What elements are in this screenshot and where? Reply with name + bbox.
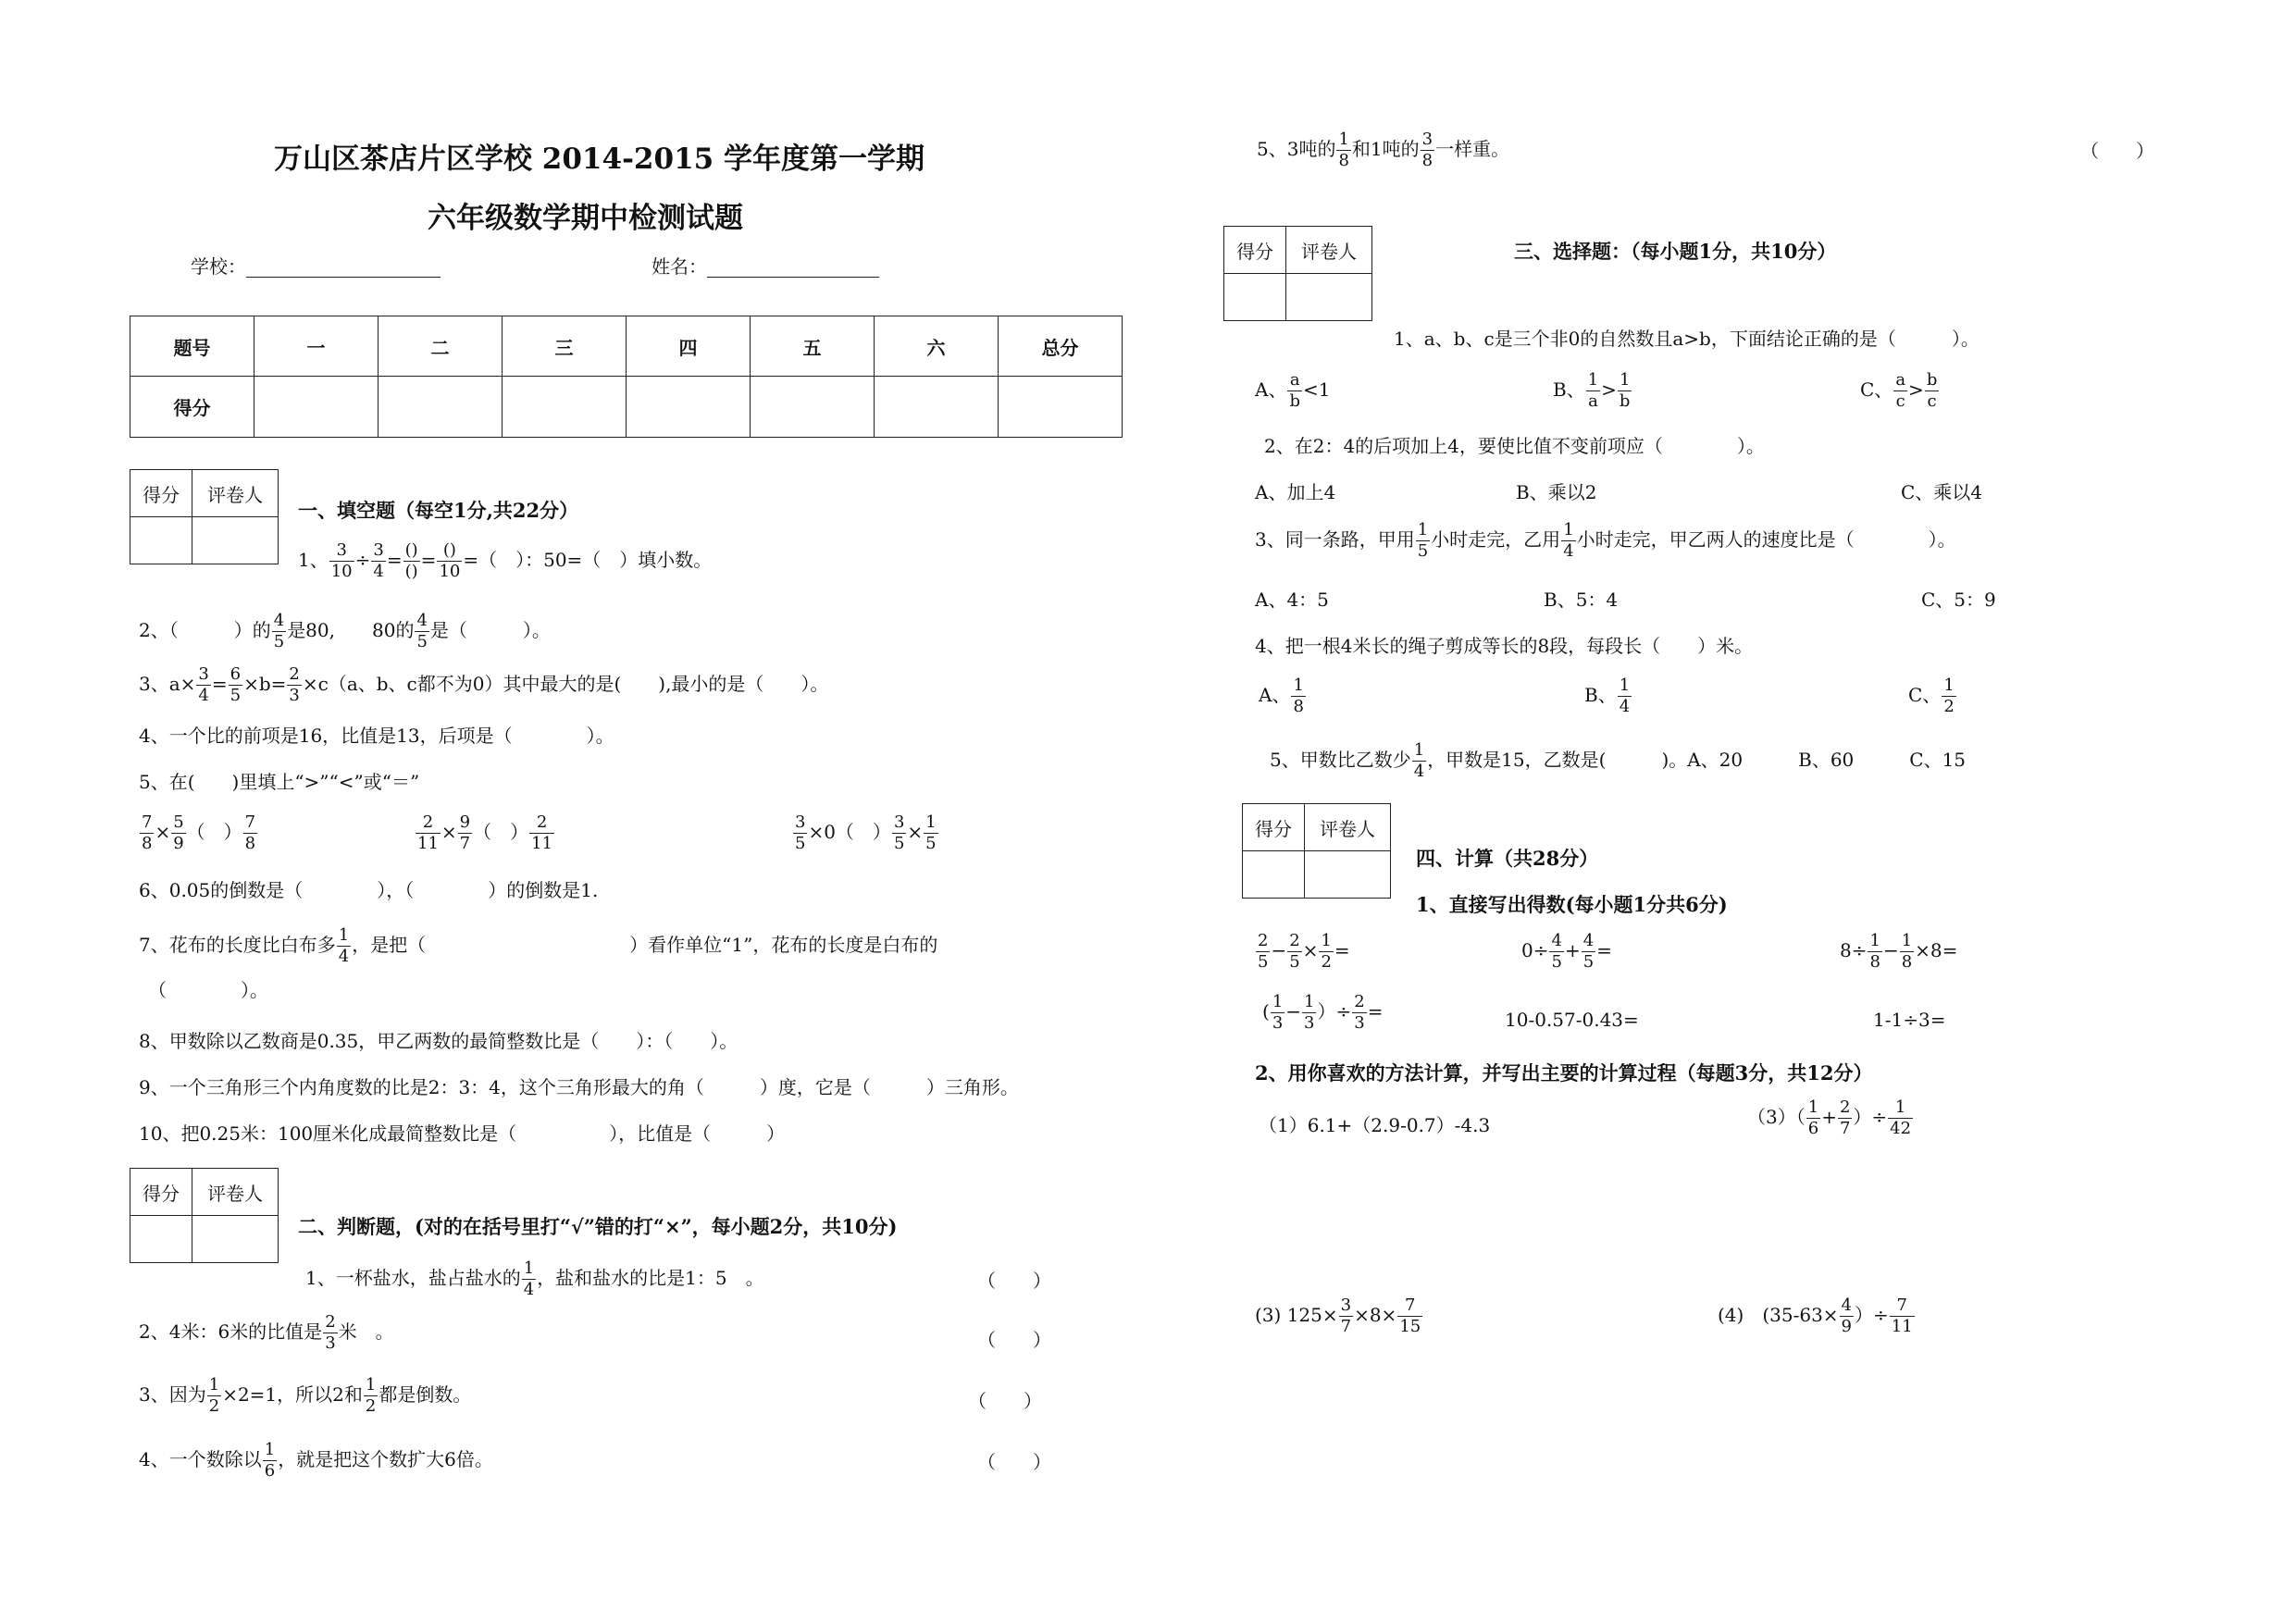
judge-2: 2、4米：6米的比值是 $\frac{2}{3}$ 米 。: [139, 1312, 394, 1353]
choice-2-c[interactable]: C、乘以4: [1901, 481, 1983, 503]
question-1-7-cont: （ ）。: [148, 979, 268, 1001]
score-header: 五: [751, 316, 875, 377]
judge-5-answer[interactable]: （ ）: [2080, 140, 2154, 162]
grader-reviewer-label: 评卷人: [192, 470, 279, 517]
grader-reviewer-cell[interactable]: [1286, 274, 1372, 321]
question-1-1: 1、 $\frac{3}{10}$ ÷ $\frac{3}{4}$ = () () = () 10 =（ ）：50=（ ）填小数。: [298, 540, 713, 581]
school-field: 学校：: [191, 255, 441, 278]
score-table: [130, 316, 1123, 438]
school-blank[interactable]: [246, 256, 441, 278]
grader-box: [130, 1168, 279, 1263]
grader-score-label: 得分: [130, 1169, 192, 1216]
judge-5: 5、3吨的 $\frac{1}{8}$ 和1吨的 $\frac{3}{8}$ 一样重。: [1257, 130, 1510, 170]
name-field: 姓名：: [652, 255, 879, 278]
calc-6: 1-1÷3=: [1873, 1009, 1946, 1031]
grader-score-cell[interactable]: [130, 1216, 192, 1263]
judge-3: 3、因为 $\frac{1}{2}$ ×2=1，所以2和 $\frac{1}{2}$ 都是倒数。: [139, 1375, 472, 1416]
section-3-title: 三、选择题：（每小题1分，共10分）: [1514, 240, 1837, 263]
judge-3-answer[interactable]: （ ）: [968, 1390, 1042, 1412]
question-1-10: 10、把0.25米：100厘米化成最简整数比是（ ），比值是（ ）: [139, 1122, 786, 1145]
section-4-sub2: 2、用你喜欢的方法计算，并写出主要的计算过程（每题3分，共12分）: [1255, 1061, 1873, 1085]
choice-4: 4、把一根4米长的绳子剪成等长的8段，每段长（ ）米。: [1255, 635, 1754, 657]
calc-3: 8÷ $\frac{1}{8}$ − $\frac{1}{8}$ ×8=: [1840, 931, 1958, 972]
score-cell[interactable]: [751, 377, 875, 438]
section-4-title: 四、计算（共28分）: [1416, 847, 1599, 870]
section-4-sub1: 1、直接写出得数(每小题1分共6分): [1416, 893, 1728, 916]
calc-5: 10-0.57-0.43=: [1505, 1009, 1639, 1031]
grader-reviewer-label: 评卷人: [192, 1169, 279, 1216]
grader-score-cell[interactable]: [130, 517, 192, 564]
score-header: 三: [503, 316, 627, 377]
score-header: 二: [379, 316, 503, 377]
choice-3-b[interactable]: B、5：4: [1544, 589, 1619, 611]
judge-2-answer[interactable]: （ ）: [977, 1329, 1051, 1351]
score-header: 四: [627, 316, 751, 377]
calc-1: $\frac{2}{5}$ − $\frac{2}{5}$ × $\frac{1}{2}$ =: [1258, 931, 1350, 972]
grader-reviewer-cell[interactable]: [192, 1216, 279, 1263]
compare-a: $\frac{7}{8}$ × $\frac{5}{9}$ （ ） $\frac{7}{8}$: [142, 812, 256, 853]
judge-4-answer[interactable]: （ ）: [977, 1451, 1051, 1473]
compare-b: $\frac{2}{11}$ × $\frac{9}{7}$ （ ） $\frac{2}{11}$: [417, 812, 553, 853]
judge-1-answer[interactable]: （ ）: [977, 1270, 1051, 1292]
choice-3-a[interactable]: A、4：5: [1255, 589, 1329, 611]
grader-reviewer-cell[interactable]: [192, 517, 279, 564]
choice-1-a[interactable]: A、 $\frac{a}{b}$ <1: [1255, 370, 1331, 411]
grader-score-cell[interactable]: [1243, 851, 1305, 899]
question-1-6: 6、0.05的倒数是（ ），（ ）的倒数是1.: [139, 879, 599, 901]
score-cell[interactable]: [999, 377, 1123, 438]
choice-4-c[interactable]: C、 $\frac{1}{2}$: [1908, 676, 1955, 716]
score-header: 总分: [999, 316, 1123, 377]
choice-2: 2、在2：4的后项加上4，要使比值不变前项应（ ）。: [1264, 435, 1765, 457]
question-1-5: 5、在( )里填上“>”“<”或“＝”: [139, 771, 420, 793]
calc-4: ( $\frac{1}{3}$ − $\frac{1}{3}$ ）÷ $\frac{2}{3}$ =: [1262, 992, 1384, 1033]
problem-1: （1）6.1+（2.9-0.7）-4.3: [1259, 1114, 1491, 1136]
choice-2-b[interactable]: B、乘以2: [1516, 481, 1597, 503]
choice-1: 1、a、b、c是三个非0的自然数且a>b，下面结论正确的是（ ）。: [1394, 328, 1980, 350]
section-2-title: 二、判断题，(对的在括号里打“√”错的打“×”，每小题2分，共10分): [298, 1215, 898, 1238]
judge-1: 1、一杯盐水，盐占盐水的 $\frac{1}{4}$ ，盐和盐水的比是1：5 。: [305, 1258, 764, 1299]
grader-box: [1242, 803, 1391, 899]
question-1-3: 3、a× $\frac{3}{4}$ = $\frac{6}{5}$ ×b= $\frac{2}{3}$ ×c（a、b、c都不为0）其中最大的是( ),最小的是（ ）。: [139, 664, 829, 705]
question-1-4: 4、一个比的前项是16，比值是13，后项是（ ）。: [139, 725, 614, 747]
choice-1-c[interactable]: C、 $\frac{a}{c}$ > $\frac{b}{c}$: [1860, 370, 1938, 411]
score-header: 六: [875, 316, 999, 377]
grader-score-label: 得分: [1224, 227, 1286, 274]
grader-reviewer-label: 评卷人: [1286, 227, 1372, 274]
calc-2: 0÷ $\frac{4}{5}$ + $\frac{4}{5}$ =: [1521, 931, 1612, 972]
question-1-9: 9、一个三角形三个内角度数的比是2：3：4，这个三角形最大的角（ ）度，它是（ ）三角形。: [139, 1076, 1019, 1098]
grader-score-label: 得分: [1243, 804, 1305, 851]
problem-3: (3) 125× $\frac{3}{7}$ ×8× $\frac{7}{15}$: [1255, 1295, 1421, 1336]
score-header: 题号: [130, 316, 254, 377]
name-blank[interactable]: [707, 256, 879, 278]
section-1-title: 一、填空题（每空1分,共22分）: [298, 499, 579, 522]
grader-reviewer-cell[interactable]: [1305, 851, 1391, 899]
choice-3-c[interactable]: C、5：9: [1921, 589, 1996, 611]
choice-2-a[interactable]: A、加上4: [1255, 481, 1336, 503]
choice-1-b[interactable]: B、 $\frac{1}{a}$ > $\frac{1}{b}$: [1553, 370, 1631, 411]
question-1-8: 8、甲数除以乙数商是0.35，甲乙两数的最简整数比是（ ）：（ ）。: [139, 1030, 738, 1052]
judge-4: 4、一个数除以 $\frac{1}{6}$ ，就是把这个数扩大6倍。: [139, 1440, 493, 1481]
grader-box: [1223, 226, 1372, 321]
score-cell[interactable]: [627, 377, 751, 438]
problem-2: （3）（ $\frac{1}{6}$ + $\frac{2}{7}$ ）÷ $\frac{1}{42}$: [1747, 1097, 1912, 1138]
grader-box: [130, 469, 279, 564]
score-cell[interactable]: [503, 377, 627, 438]
score-row-label: 得分: [130, 377, 254, 438]
score-cell[interactable]: [254, 377, 379, 438]
score-cell[interactable]: [379, 377, 503, 438]
exam-subtitle: 六年级数学期中检测试题: [428, 202, 743, 235]
choice-3: 3、同一条路，甲用 $\frac{1}{5}$ 小时走完，乙用 $\frac{1}{4}$ 小时走完，甲乙两人的速度比是（ ）。: [1255, 520, 1956, 561]
choice-5: 5、甲数比乙数少 $\frac{1}{4}$ ，甲数是15，乙数是( )。A、20 B、60 C、15: [1270, 740, 1967, 781]
grader-score-label: 得分: [130, 470, 192, 517]
compare-c: $\frac{3}{5}$ ×0（ ） $\frac{3}{5}$ × $\frac{1}{5}$: [795, 812, 937, 853]
score-header: 一: [254, 316, 379, 377]
exam-title: 万山区茶店片区学校 2014-2015 学年度第一学期: [274, 143, 925, 176]
score-cell[interactable]: [875, 377, 999, 438]
grader-reviewer-label: 评卷人: [1305, 804, 1391, 851]
question-1-7: 7、花布的长度比白布多 $\frac{1}{4}$ ，是把（ ）看作单位“1”，花布的长度是白布的: [139, 925, 938, 966]
question-1-2: 2、（ ）的 $\frac{4}{5}$ 是80, 80的 $\frac{4}{5}$ 是（ ）。: [139, 611, 551, 651]
choice-4-b[interactable]: B、 $\frac{1}{4}$: [1584, 676, 1631, 716]
problem-4: (4) (35-63× $\frac{4}{9}$ ）÷ $\frac{7}{11}$: [1718, 1295, 1913, 1336]
choice-4-a[interactable]: A、 $\frac{1}{8}$: [1259, 676, 1304, 716]
grader-score-cell[interactable]: [1224, 274, 1286, 321]
